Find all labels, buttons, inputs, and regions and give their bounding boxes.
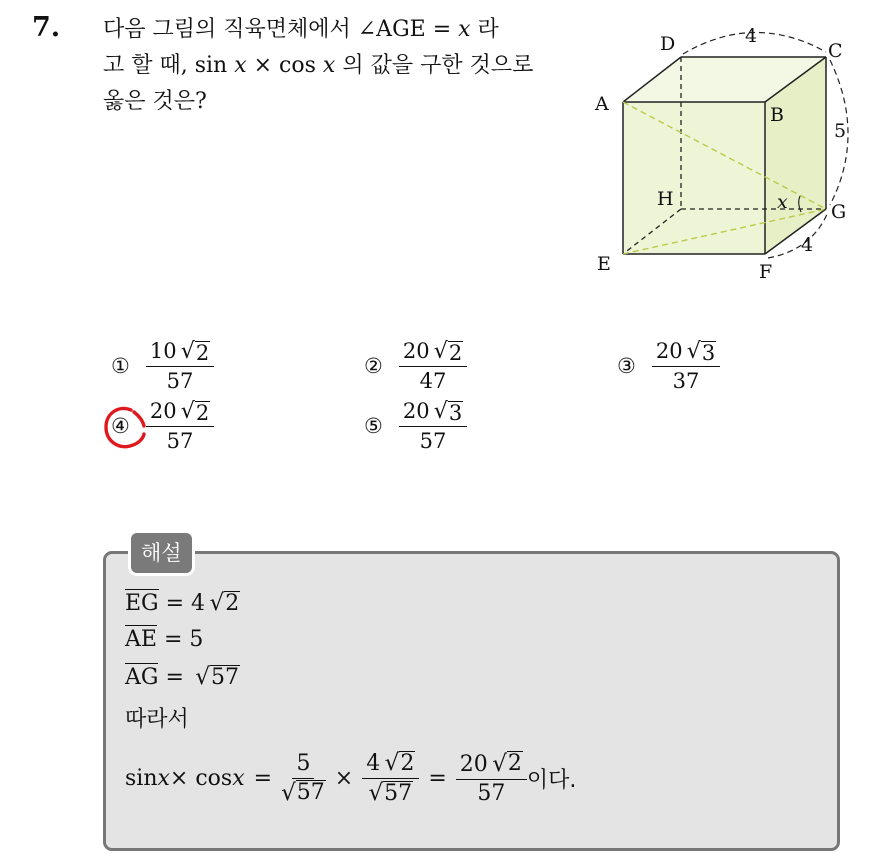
solution-ag: AG = √ 57 (125, 664, 240, 690)
vertex-a: A (595, 93, 609, 115)
question-line-1: 다음 그림의 직육면체에서 ∠AGE = x 라 (103, 17, 499, 42)
vertex-f: F (759, 261, 773, 283)
answer-circle-mark (101, 403, 149, 453)
solution-fraction-1: 5 √ 57 (281, 750, 325, 806)
front-face (623, 102, 765, 254)
choice-4-fraction: 20 √ 2 57 (146, 398, 214, 454)
solution-tag: 해설 (128, 530, 195, 576)
vertex-e: E (597, 253, 611, 275)
choice-1[interactable] (111, 338, 214, 394)
choice-3[interactable] (617, 338, 720, 394)
label-cg: 5 (834, 120, 847, 142)
angle-label: x (777, 191, 788, 213)
cuboid-figure (585, 20, 875, 290)
label-dc: 4 (745, 25, 758, 47)
solution-fraction-2: 4 √ 2 √ 57 (362, 750, 419, 807)
label-fg: 4 (801, 234, 814, 256)
solution-fraction-3: 20 √ 2 57 (456, 751, 527, 807)
choice-2-fraction: 20 √ 2 47 (399, 338, 467, 394)
question-number: 7. (32, 12, 61, 43)
vertex-b: B (770, 104, 784, 126)
choice-3-fraction: 20 √ 3 37 (652, 338, 720, 394)
solution-final-equation: sin x × cos x = 5 √ 57 × 4 √ 2 √ 57 = 20 √ 2 57 이다. (125, 750, 577, 806)
choice-5-fraction: 20 √ 3 57 (399, 398, 467, 454)
choice-5-number: ⑤ (364, 414, 383, 438)
solution-ae: AE = 5 (125, 627, 204, 652)
vertex-c: C (828, 40, 843, 62)
choice-1-number: ① (111, 354, 130, 378)
choice-4-number: ④ (111, 414, 130, 438)
vertex-d: D (660, 33, 676, 55)
choice-5[interactable] (364, 398, 467, 454)
vertex-g: G (831, 201, 847, 223)
choice-1-fraction: 10 √ 2 57 (146, 338, 214, 394)
question-text (103, 12, 573, 120)
question-line-3: 옳은 것은? (103, 89, 207, 114)
solution-eg: EG = 4 √ 2 (125, 590, 240, 616)
vertex-h: H (657, 188, 674, 210)
question-line-2: 고 할 때, sin x × cos x 의 값을 구한 것으로 (103, 53, 534, 78)
choice-2-number: ② (364, 354, 383, 378)
choice-3-number: ③ (617, 354, 636, 378)
choice-2[interactable] (364, 338, 467, 394)
solution-therefore: 따라서 (125, 707, 189, 732)
